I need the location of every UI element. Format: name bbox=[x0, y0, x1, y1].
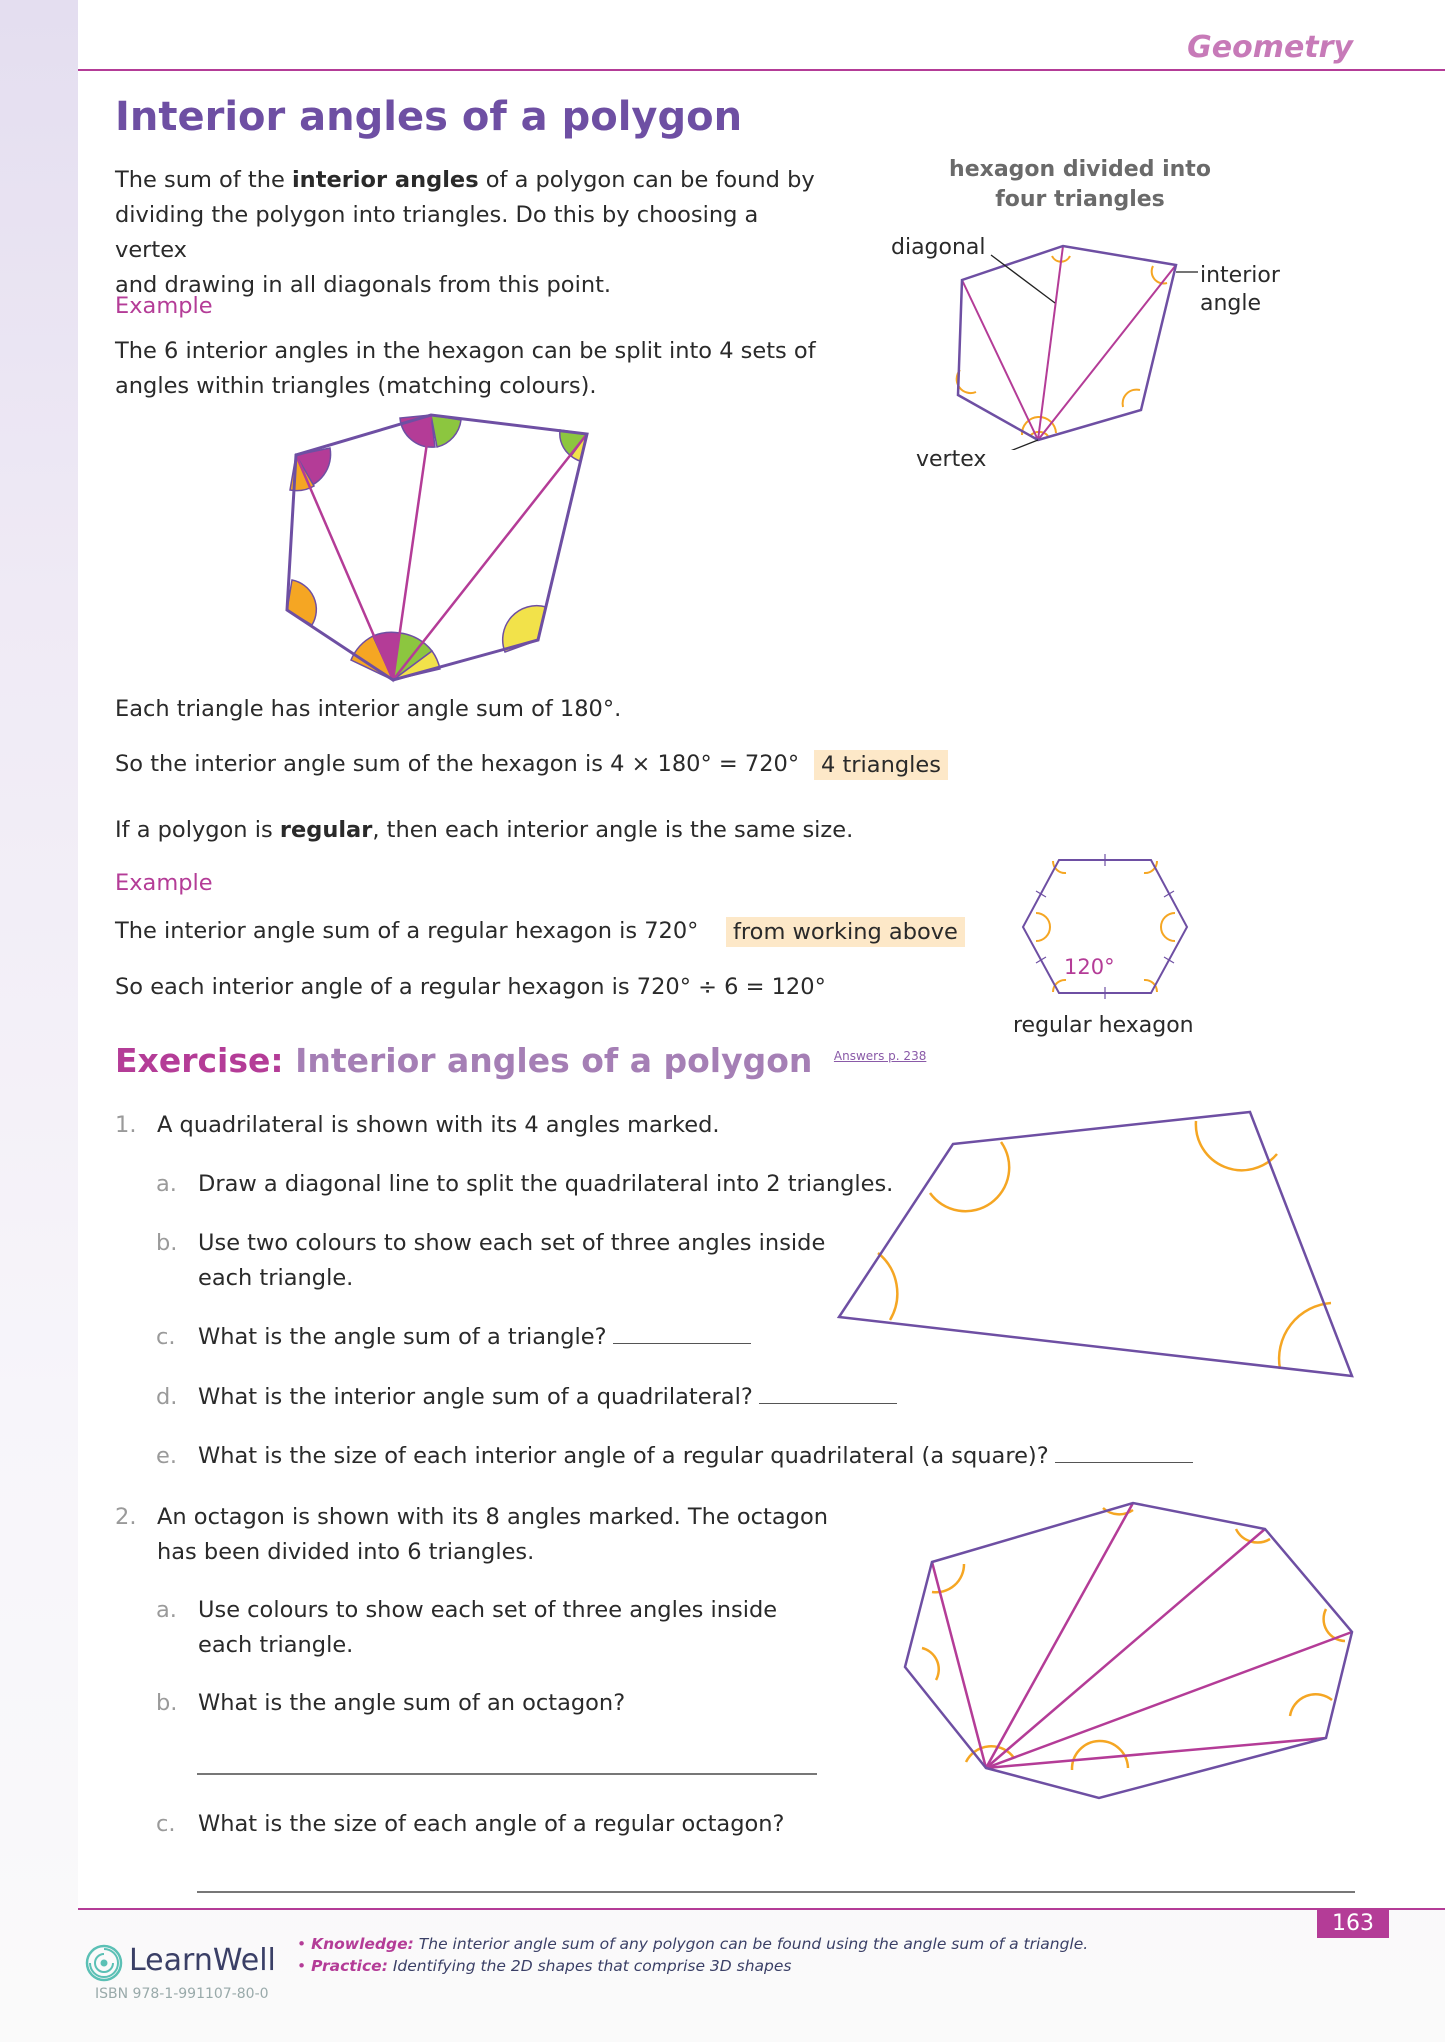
angle-120-label: 120° bbox=[1064, 955, 1115, 979]
section-header: Geometry bbox=[1187, 30, 1353, 65]
footer-practice: • Practice: Identifying the 2D shapes that comprise 3D shapes bbox=[297, 1957, 792, 1975]
note-from-working-above: from working above bbox=[726, 917, 965, 947]
isbn: ISBN 978-1-991107-80-0 bbox=[95, 1986, 269, 2002]
label-diagonal: diagonal bbox=[891, 235, 986, 260]
page-title: Interior angles of a polygon bbox=[115, 94, 743, 140]
label-vertex: vertex bbox=[916, 447, 987, 472]
answer-blank-e[interactable] bbox=[1055, 1461, 1193, 1463]
intro-paragraph: The sum of the interior angles of a polygon can be found by dividing the polygon into triangles. Do this by choosing a vertex and drawing in all diagonals from this point. bbox=[115, 167, 815, 298]
example1-text: The 6 interior angles in the hexagon can be split into 4 sets of angles within triangles (matching colours). bbox=[115, 338, 816, 399]
exercise-heading: Exercise: Interior angles of a polygon $^{Answers p. 238}$ bbox=[115, 1041, 927, 1080]
regular-hexagon-figure bbox=[1015, 850, 1195, 1010]
octagon-figure bbox=[895, 1490, 1365, 1800]
example2-label: Example bbox=[115, 870, 213, 896]
answer-blank-d[interactable] bbox=[759, 1402, 897, 1404]
triangle-sum-text: Each triangle has interior angle sum of 180°. bbox=[115, 696, 622, 722]
figure1-caption: hexagon divided into four triangles bbox=[949, 157, 1211, 212]
page-number: 163 bbox=[1317, 1910, 1389, 1938]
brand-name: LearnWell bbox=[129, 1943, 276, 1978]
hexagon-divided-figure bbox=[940, 230, 1210, 450]
note-4-triangles: 4 triangles bbox=[814, 750, 948, 780]
label-interior-angle: interior angle bbox=[1200, 263, 1280, 316]
answer-blank-c[interactable] bbox=[613, 1342, 751, 1344]
example2-line2: So each interior angle of a regular hexagon is 720° ÷ 6 = 120° bbox=[115, 974, 826, 1000]
answer-line-q2b[interactable] bbox=[197, 1773, 817, 1775]
answer-line-q2c[interactable] bbox=[197, 1891, 1355, 1893]
footer-rule bbox=[78, 1908, 1445, 1910]
regular-definition: If a polygon is regular, then each interior angle is the same size. bbox=[115, 817, 854, 843]
footer-knowledge: • Knowledge: The interior angle sum of any polygon can be found using the angle sum of a triangle. bbox=[297, 1935, 1089, 1953]
hexagon-sum-text: So the interior angle sum of the hexagon is 4 × 180° = 720° bbox=[115, 751, 800, 777]
example1-label: Example bbox=[115, 293, 213, 319]
header-rule bbox=[78, 69, 1445, 71]
learnwell-logo-icon bbox=[84, 1943, 124, 1983]
quadrilateral-figure bbox=[830, 1100, 1360, 1390]
regular-hexagon-caption: regular hexagon bbox=[1013, 1013, 1194, 1038]
coloured-hexagon-figure bbox=[280, 400, 600, 690]
example2-line1: The interior angle sum of a regular hexagon is 720° bbox=[115, 918, 699, 944]
answers-link[interactable]: Answers p. 238 bbox=[833, 1049, 927, 1063]
